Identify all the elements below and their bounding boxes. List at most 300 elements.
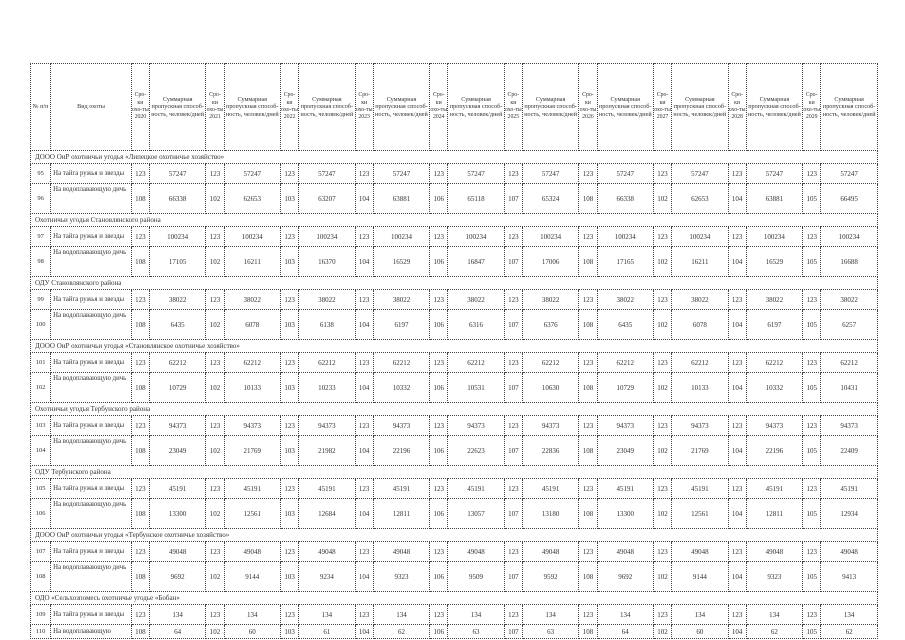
capacity-cell: 10332 (373, 373, 429, 403)
capacity-cell: 9692 (597, 562, 653, 592)
section-row (31, 214, 878, 227)
term-cell: 108 (579, 247, 597, 277)
term-cell: 123 (653, 479, 671, 499)
term-cell: 108 (579, 373, 597, 403)
term-cell: 123 (803, 542, 821, 562)
capacity-cell: 60 (224, 625, 280, 639)
term-cell: 123 (131, 227, 149, 247)
term-cell: 106 (430, 184, 448, 214)
capacity-cell: 100234 (522, 227, 578, 247)
term-cell: 102 (206, 373, 224, 403)
row-number: 104 (31, 436, 51, 466)
term-cell: 105 (803, 310, 821, 340)
term-cell: 106 (430, 373, 448, 403)
capacity-cell: 17105 (149, 247, 205, 277)
term-cell: 103 (281, 625, 299, 639)
capacity-cell: 10332 (746, 373, 802, 403)
table-row (31, 184, 878, 214)
term-cell: 123 (281, 164, 299, 184)
row-number: 97 (31, 227, 51, 247)
section-title: ОДО «Сельхозпомесь охотничье угодье «Бобан» (31, 592, 878, 605)
capacity-cell: 62 (373, 625, 429, 639)
capacity-cell: 13300 (597, 499, 653, 529)
capacity-cell: 10630 (522, 373, 578, 403)
term-cell: 123 (504, 164, 522, 184)
term-cell: 123 (281, 542, 299, 562)
term-cell: 123 (504, 353, 522, 373)
term-cell: 106 (430, 625, 448, 639)
term-cell: 123 (281, 605, 299, 625)
capacity-cell: 22196 (746, 436, 802, 466)
section-row (31, 151, 878, 164)
table-header (31, 64, 878, 151)
term-cell: 103 (281, 310, 299, 340)
hunting-type: На водоплавающую дичь (51, 562, 132, 592)
term-cell: 103 (281, 562, 299, 592)
capacity-cell: 6197 (373, 310, 429, 340)
term-cell: 104 (355, 247, 373, 277)
hunting-type: На водоплавающую дичь (51, 247, 132, 277)
term-cell: 123 (430, 605, 448, 625)
term-cell: 123 (206, 353, 224, 373)
capacity-cell: 6376 (522, 310, 578, 340)
capacity-cell: 61 (299, 625, 355, 639)
capacity-cell: 63207 (299, 184, 355, 214)
header-term-8: Сро-ки охо-ты 2028 (728, 64, 746, 151)
term-cell: 102 (653, 184, 671, 214)
row-number: 110 (31, 625, 51, 639)
header-term-4: Сро-ки охо-ты 2024 (430, 64, 448, 151)
capacity-cell: 49048 (299, 542, 355, 562)
term-cell: 107 (504, 184, 522, 214)
capacity-cell: 10729 (149, 373, 205, 403)
hunting-type: На тайга ружья и звезды (51, 479, 132, 499)
term-cell: 123 (653, 605, 671, 625)
term-cell: 105 (803, 373, 821, 403)
header-term-2: Сро-ки охо-ты 2022 (281, 64, 299, 151)
hunting-type: На тайга ружья и звезды (51, 164, 132, 184)
term-cell: 123 (728, 479, 746, 499)
capacity-cell: 134 (746, 605, 802, 625)
capacity-cell: 62212 (597, 353, 653, 373)
capacity-cell: 60 (672, 625, 728, 639)
capacity-cell: 94373 (522, 416, 578, 436)
term-cell: 123 (653, 227, 671, 247)
capacity-cell: 6316 (448, 310, 504, 340)
term-cell: 123 (803, 479, 821, 499)
term-cell: 102 (206, 184, 224, 214)
term-cell: 123 (355, 479, 373, 499)
term-cell: 123 (504, 416, 522, 436)
header-capacity-6: Суммарная пропускная способ-ность, человек/дней (597, 64, 653, 151)
capacity-cell: 12561 (672, 499, 728, 529)
term-cell: 102 (653, 310, 671, 340)
term-cell: 123 (579, 290, 597, 310)
capacity-cell: 49048 (373, 542, 429, 562)
capacity-cell: 38022 (672, 290, 728, 310)
term-cell: 123 (579, 416, 597, 436)
row-number: 98 (31, 247, 51, 277)
header-term-0: Сро-ки охо-ты 2020 (131, 64, 149, 151)
capacity-cell: 45191 (746, 479, 802, 499)
header-capacity-8: Суммарная пропускная способ-ность, человек/дней (746, 64, 802, 151)
term-cell: 123 (579, 605, 597, 625)
header-capacity-1: Суммарная пропускная способ-ность, человек/дней (224, 64, 280, 151)
term-cell: 102 (653, 436, 671, 466)
capacity-cell: 49048 (672, 542, 728, 562)
capacity-cell: 22409 (821, 436, 878, 466)
term-cell: 123 (430, 164, 448, 184)
term-cell: 104 (355, 184, 373, 214)
term-cell: 107 (504, 373, 522, 403)
capacity-cell: 23049 (149, 436, 205, 466)
term-cell: 104 (355, 499, 373, 529)
capacity-cell: 134 (299, 605, 355, 625)
term-cell: 104 (355, 625, 373, 639)
term-cell: 123 (653, 542, 671, 562)
capacity-cell: 94373 (373, 416, 429, 436)
table-row (31, 436, 878, 466)
capacity-cell: 45191 (672, 479, 728, 499)
capacity-cell: 38022 (522, 290, 578, 310)
capacity-cell: 66495 (821, 184, 878, 214)
capacity-cell: 6078 (672, 310, 728, 340)
capacity-cell: 134 (373, 605, 429, 625)
header-num: № п/п (31, 64, 51, 151)
capacity-cell: 6435 (149, 310, 205, 340)
header-capacity-4: Суммарная пропускная способ-ность, человек/дней (448, 64, 504, 151)
capacity-cell: 57247 (448, 164, 504, 184)
capacity-cell: 9144 (672, 562, 728, 592)
capacity-cell: 62212 (746, 353, 802, 373)
term-cell: 123 (803, 164, 821, 184)
table-row (31, 290, 878, 310)
capacity-cell: 94373 (448, 416, 504, 436)
term-cell: 123 (206, 290, 224, 310)
term-cell: 104 (728, 499, 746, 529)
capacity-cell: 38022 (224, 290, 280, 310)
term-cell: 104 (728, 373, 746, 403)
term-cell: 105 (803, 247, 821, 277)
capacity-cell: 94373 (149, 416, 205, 436)
table-row (31, 416, 878, 436)
capacity-cell: 100234 (224, 227, 280, 247)
table-row (31, 353, 878, 373)
capacity-cell: 62212 (149, 353, 205, 373)
header-capacity-7: Суммарная пропускная способ-ность, человек/дней (672, 64, 728, 151)
term-cell: 123 (653, 353, 671, 373)
capacity-cell: 63 (522, 625, 578, 639)
term-cell: 123 (281, 416, 299, 436)
capacity-cell: 9323 (373, 562, 429, 592)
capacity-cell: 64 (597, 625, 653, 639)
term-cell: 102 (653, 373, 671, 403)
capacity-cell: 63 (448, 625, 504, 639)
term-cell: 104 (728, 562, 746, 592)
term-cell: 108 (579, 436, 597, 466)
capacity-cell: 100234 (299, 227, 355, 247)
term-cell: 123 (355, 416, 373, 436)
term-cell: 108 (131, 310, 149, 340)
capacity-cell: 10133 (224, 373, 280, 403)
term-cell: 123 (131, 290, 149, 310)
term-cell: 106 (430, 310, 448, 340)
capacity-cell: 62653 (224, 184, 280, 214)
capacity-cell: 94373 (746, 416, 802, 436)
capacity-cell: 45191 (224, 479, 280, 499)
capacity-cell: 94373 (224, 416, 280, 436)
capacity-cell: 134 (149, 605, 205, 625)
section-row (31, 403, 878, 416)
term-cell: 123 (728, 227, 746, 247)
term-cell: 108 (131, 436, 149, 466)
capacity-cell: 16847 (448, 247, 504, 277)
term-cell: 102 (653, 625, 671, 639)
term-cell: 107 (504, 625, 522, 639)
term-cell: 106 (430, 247, 448, 277)
header-term-7: Сро-ки охо-ты 2027 (653, 64, 671, 151)
term-cell: 107 (504, 499, 522, 529)
header-capacity-3: Суммарная пропускная способ-ность, человек/дней (373, 64, 429, 151)
row-number: 99 (31, 290, 51, 310)
term-cell: 105 (803, 184, 821, 214)
capacity-cell: 62212 (672, 353, 728, 373)
table-row (31, 310, 878, 340)
term-cell: 104 (728, 247, 746, 277)
capacity-cell: 100234 (672, 227, 728, 247)
term-cell: 123 (728, 605, 746, 625)
table-row (31, 605, 878, 625)
hunting-type: На тайга ружья и звезды (51, 353, 132, 373)
capacity-cell: 100234 (373, 227, 429, 247)
capacity-cell: 94373 (597, 416, 653, 436)
term-cell: 108 (579, 310, 597, 340)
term-cell: 105 (803, 562, 821, 592)
section-title: Охотничьи угодья Становлянского района (31, 214, 878, 227)
term-cell: 123 (131, 416, 149, 436)
term-cell: 123 (504, 290, 522, 310)
capacity-cell: 134 (821, 605, 878, 625)
header-capacity-2: Суммарная пропускная способ-ность, человек/дней (299, 64, 355, 151)
capacity-cell: 9592 (522, 562, 578, 592)
term-cell: 123 (355, 605, 373, 625)
section-title: ОДУ Тербунского района (31, 466, 878, 479)
capacity-cell: 63881 (373, 184, 429, 214)
capacity-cell: 45191 (448, 479, 504, 499)
term-cell: 123 (206, 542, 224, 562)
capacity-cell: 38022 (373, 290, 429, 310)
header-term-5: Сро-ки охо-ты 2025 (504, 64, 522, 151)
term-cell: 123 (131, 479, 149, 499)
table-row (31, 562, 878, 592)
term-cell: 102 (206, 247, 224, 277)
term-cell: 123 (728, 416, 746, 436)
capacity-cell: 38022 (597, 290, 653, 310)
data-table (30, 63, 878, 639)
term-cell: 106 (430, 436, 448, 466)
term-cell: 104 (728, 436, 746, 466)
capacity-cell: 100234 (746, 227, 802, 247)
term-cell: 107 (504, 247, 522, 277)
table-row (31, 373, 878, 403)
table-row (31, 227, 878, 247)
table-row (31, 542, 878, 562)
capacity-cell: 64 (149, 625, 205, 639)
term-cell: 108 (579, 499, 597, 529)
term-cell: 108 (579, 625, 597, 639)
capacity-cell: 49048 (746, 542, 802, 562)
hunting-type: На тайга ружья и звезды (51, 227, 132, 247)
capacity-cell: 63881 (746, 184, 802, 214)
term-cell: 102 (206, 625, 224, 639)
term-cell: 123 (504, 542, 522, 562)
section-title: ДООО ОиР охотничьи угодья «Становлянское охотничье хозяйство» (31, 340, 878, 353)
hunting-type: На тайга ружья и звезды (51, 605, 132, 625)
capacity-cell: 38022 (821, 290, 878, 310)
hunting-type: На тайга ружья и звезды (51, 290, 132, 310)
capacity-cell: 62212 (224, 353, 280, 373)
capacity-cell: 12561 (224, 499, 280, 529)
capacity-cell: 16529 (746, 247, 802, 277)
capacity-cell: 16211 (672, 247, 728, 277)
term-cell: 123 (579, 479, 597, 499)
capacity-cell: 49048 (821, 542, 878, 562)
capacity-cell: 66338 (149, 184, 205, 214)
capacity-cell: 45191 (373, 479, 429, 499)
term-cell: 123 (803, 290, 821, 310)
hunting-type: На водоплавающую (51, 625, 132, 639)
row-number: 103 (31, 416, 51, 436)
hunting-type: На водоплавающую дичь (51, 499, 132, 529)
term-cell: 123 (281, 353, 299, 373)
term-cell: 123 (430, 353, 448, 373)
term-cell: 102 (653, 562, 671, 592)
row-number: 96 (31, 184, 51, 214)
capacity-cell: 17165 (597, 247, 653, 277)
term-cell: 123 (430, 542, 448, 562)
term-cell: 123 (803, 227, 821, 247)
capacity-cell: 94373 (821, 416, 878, 436)
header-term-3: Сро-ки охо-ты 2023 (355, 64, 373, 151)
term-cell: 108 (131, 247, 149, 277)
term-cell: 123 (430, 416, 448, 436)
capacity-cell: 13180 (522, 499, 578, 529)
capacity-cell: 38022 (149, 290, 205, 310)
term-cell: 108 (579, 184, 597, 214)
section-title: ОДУ Становлянского района (31, 277, 878, 290)
term-cell: 105 (803, 436, 821, 466)
capacity-cell: 57247 (746, 164, 802, 184)
term-cell: 123 (281, 290, 299, 310)
capacity-cell: 9234 (299, 562, 355, 592)
term-cell: 102 (653, 499, 671, 529)
term-cell: 123 (430, 290, 448, 310)
capacity-cell: 12684 (299, 499, 355, 529)
capacity-cell: 10729 (597, 373, 653, 403)
header-term-1: Сро-ки охо-ты 2021 (206, 64, 224, 151)
capacity-cell: 13057 (448, 499, 504, 529)
capacity-cell: 23049 (597, 436, 653, 466)
capacity-cell: 6197 (746, 310, 802, 340)
section-row (31, 466, 878, 479)
capacity-cell: 65118 (448, 184, 504, 214)
capacity-cell: 21982 (299, 436, 355, 466)
term-cell: 104 (728, 625, 746, 639)
table-row (31, 164, 878, 184)
table-row (31, 479, 878, 499)
term-cell: 107 (504, 436, 522, 466)
term-cell: 123 (131, 605, 149, 625)
section-title: Охотничьи угодья Тербунского района (31, 403, 878, 416)
row-number: 108 (31, 562, 51, 592)
capacity-cell: 22836 (522, 436, 578, 466)
term-cell: 123 (728, 164, 746, 184)
term-cell: 123 (579, 164, 597, 184)
term-cell: 102 (206, 310, 224, 340)
capacity-cell: 10133 (672, 373, 728, 403)
term-cell: 123 (131, 353, 149, 373)
capacity-cell: 38022 (299, 290, 355, 310)
term-cell: 106 (430, 499, 448, 529)
term-cell: 102 (206, 562, 224, 592)
hunting-type: На водоплавающую дичь (51, 373, 132, 403)
term-cell: 103 (281, 373, 299, 403)
term-cell: 108 (579, 562, 597, 592)
capacity-cell: 10531 (448, 373, 504, 403)
term-cell: 123 (653, 416, 671, 436)
capacity-cell: 62212 (821, 353, 878, 373)
capacity-cell: 6138 (299, 310, 355, 340)
capacity-cell: 45191 (821, 479, 878, 499)
capacity-cell: 13300 (149, 499, 205, 529)
capacity-cell: 12811 (373, 499, 429, 529)
capacity-cell: 49048 (149, 542, 205, 562)
capacity-cell: 134 (522, 605, 578, 625)
capacity-cell: 9144 (224, 562, 280, 592)
term-cell: 123 (131, 164, 149, 184)
capacity-cell: 38022 (448, 290, 504, 310)
capacity-cell: 9323 (746, 562, 802, 592)
capacity-cell: 57247 (373, 164, 429, 184)
capacity-cell: 45191 (597, 479, 653, 499)
section-row (31, 529, 878, 542)
hunting-type: На водоплавающую дичь (51, 310, 132, 340)
row-number: 102 (31, 373, 51, 403)
capacity-cell: 49048 (224, 542, 280, 562)
term-cell: 123 (728, 290, 746, 310)
capacity-cell: 134 (448, 605, 504, 625)
term-cell: 123 (206, 164, 224, 184)
capacity-cell: 12934 (821, 499, 878, 529)
term-cell: 103 (281, 184, 299, 214)
capacity-cell: 62212 (299, 353, 355, 373)
term-cell: 104 (355, 436, 373, 466)
capacity-cell: 16211 (224, 247, 280, 277)
capacity-cell: 57247 (522, 164, 578, 184)
term-cell: 123 (206, 416, 224, 436)
header-capacity-5: Суммарная пропускная способ-ность, человек/дней (522, 64, 578, 151)
header-capacity-0: Суммарная пропускная способ-ность, человек/дней (149, 64, 205, 151)
capacity-cell: 57247 (149, 164, 205, 184)
capacity-cell: 10233 (299, 373, 355, 403)
row-number: 101 (31, 353, 51, 373)
capacity-cell: 22196 (373, 436, 429, 466)
capacity-cell: 57247 (224, 164, 280, 184)
term-cell: 102 (653, 247, 671, 277)
term-cell: 105 (803, 499, 821, 529)
table-row (31, 625, 878, 639)
term-cell: 103 (281, 436, 299, 466)
